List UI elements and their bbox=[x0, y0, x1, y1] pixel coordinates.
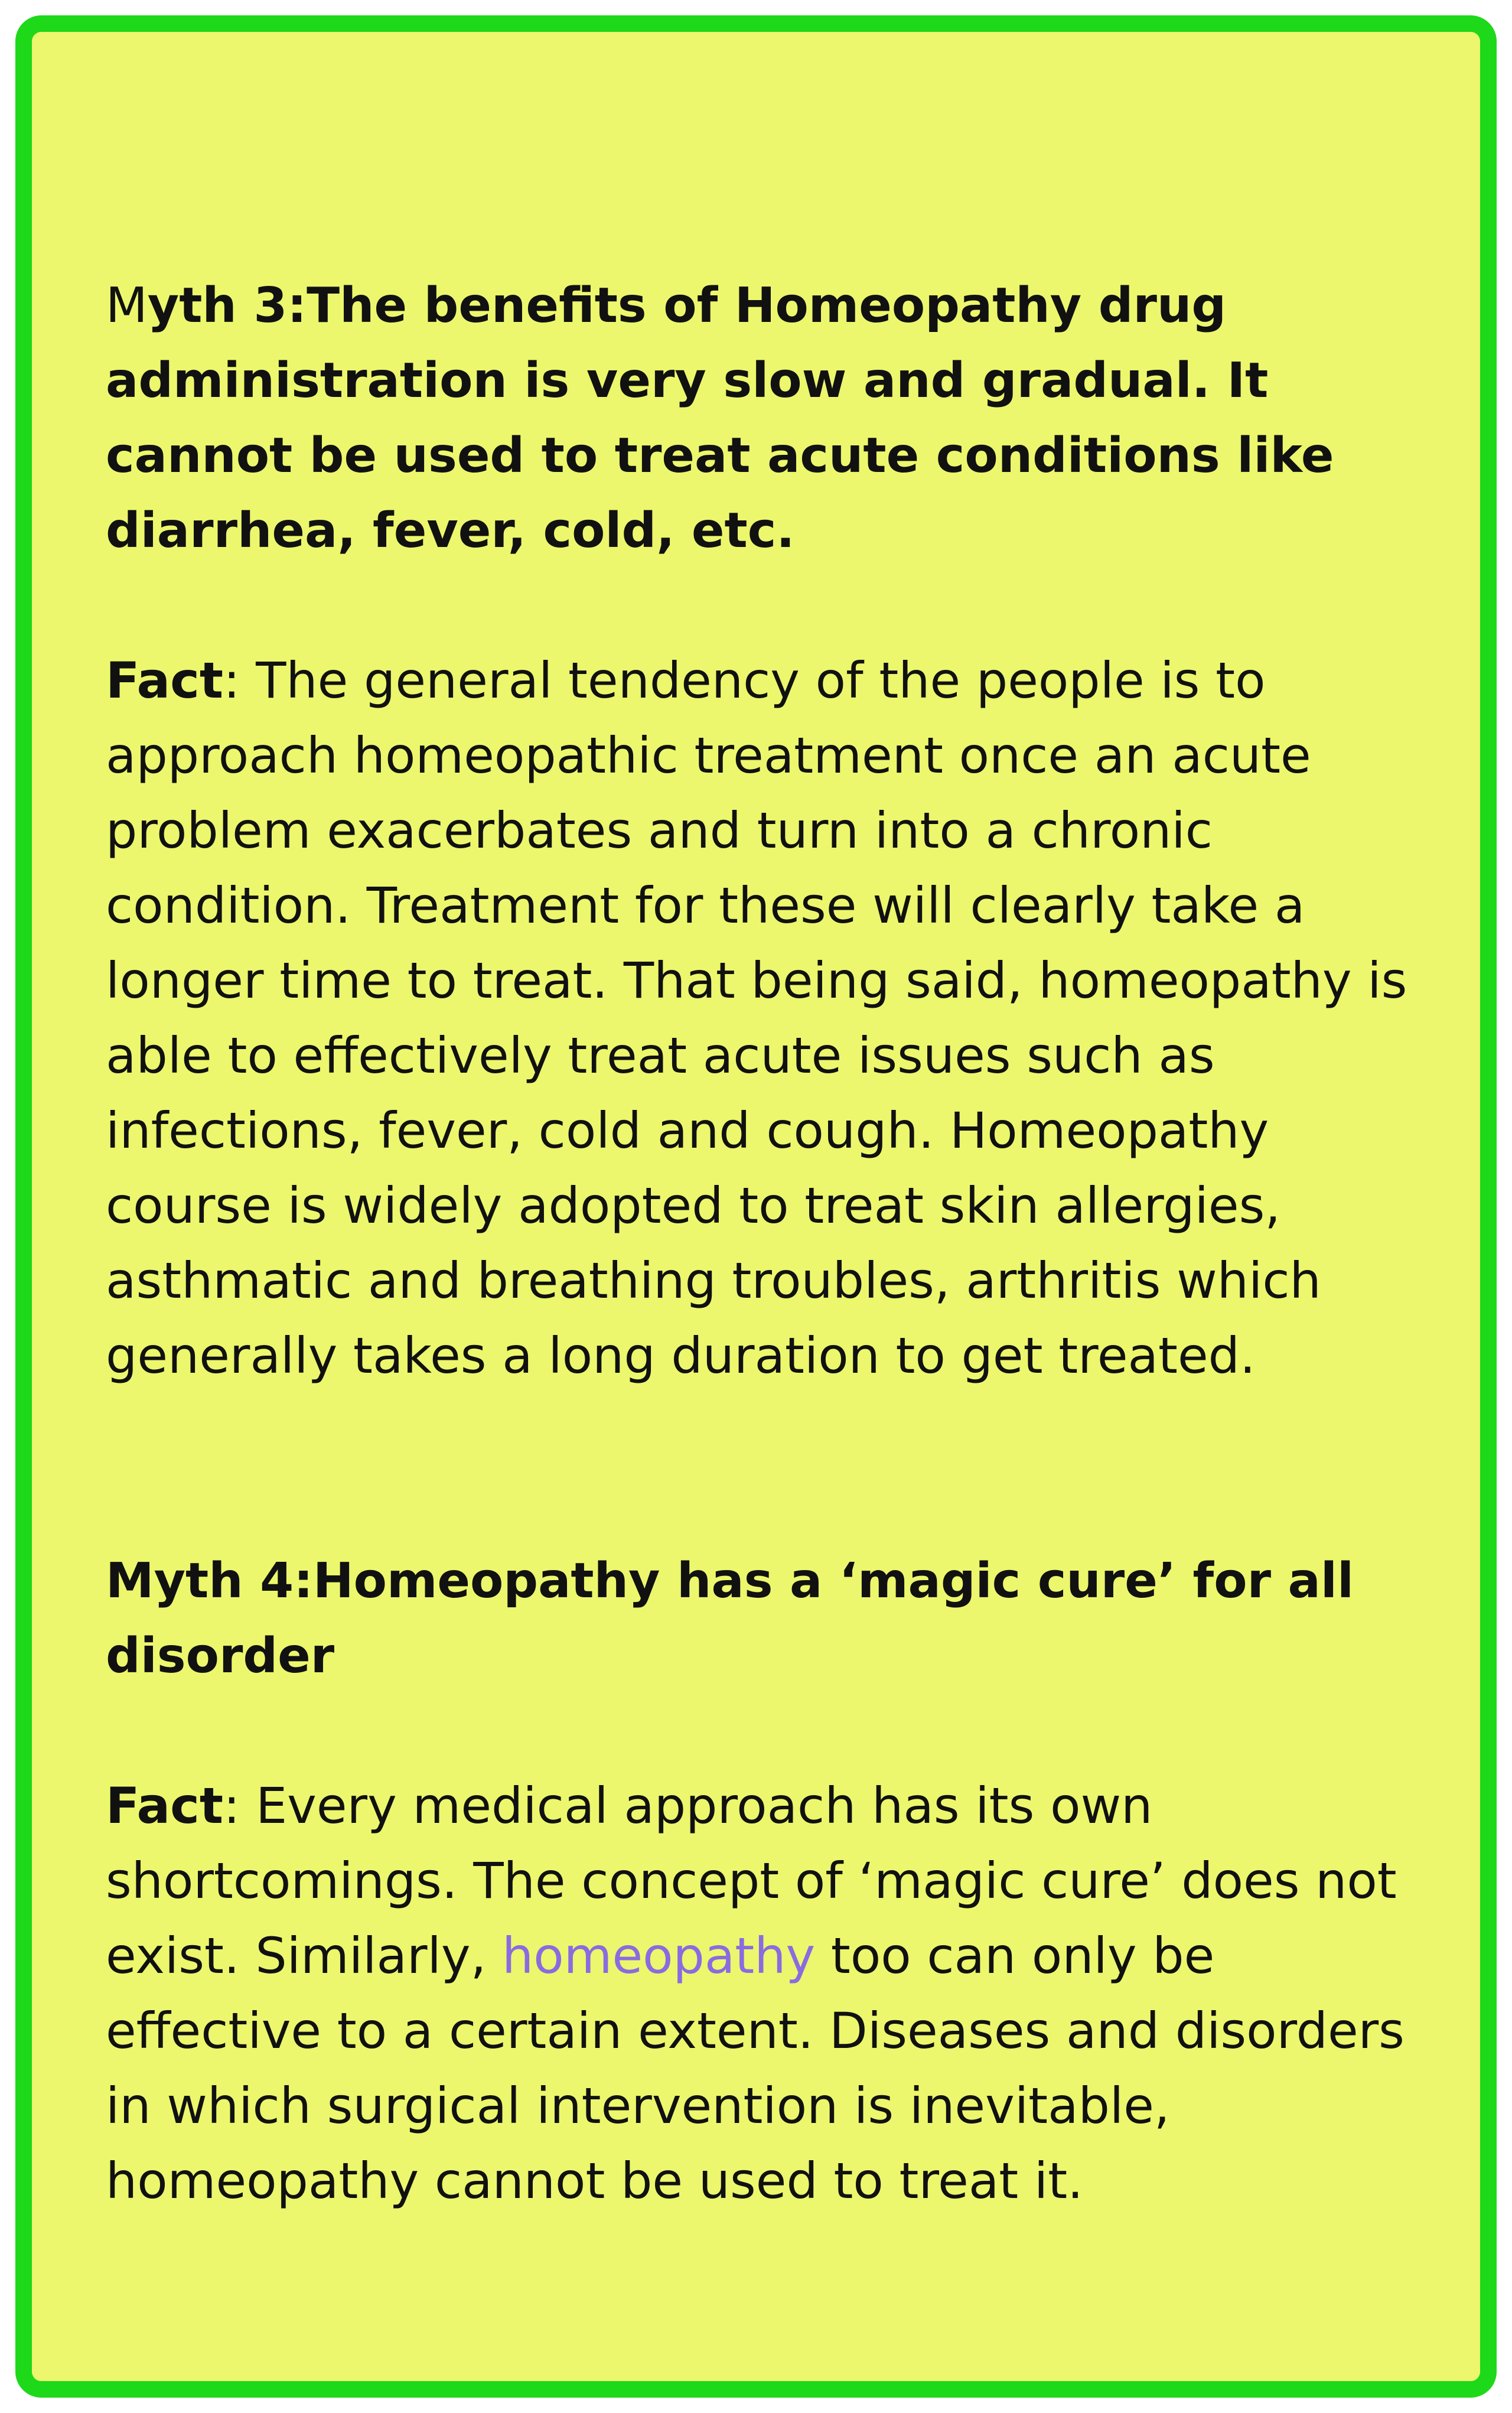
content-card bbox=[15, 15, 1497, 2398]
homeopathy-link[interactable]: homeopathy bbox=[501, 1927, 816, 1985]
fact-4-paragraph bbox=[106, 1769, 1409, 2219]
myth-3-heading bbox=[106, 268, 1409, 568]
myth-4-heading: Myth 4:Homeopathy has a ‘magic cure’ for all disorder bbox=[106, 1553, 1354, 1684]
spacer bbox=[106, 1393, 1409, 1543]
fact-4-label: Fact bbox=[106, 1777, 224, 1835]
fact-3-label: Fact bbox=[106, 652, 224, 709]
fact-3-paragraph bbox=[106, 643, 1409, 1393]
spacer bbox=[106, 1694, 1409, 1769]
fact-4-text-after: too can only be effective to a certain extent. Diseases and disorders in which surgical intervention is inevitable, homeopathy cannot be used to treat it. bbox=[106, 1927, 1405, 2210]
fact-4-text-before: : Every medical approach has its own shortcomings. The concept of ‘magic cure’ does not exist. Similarly, bbox=[106, 1777, 1397, 1985]
card-content bbox=[106, 268, 1409, 2219]
myth-3-heading-text: yth 3:The benefits of Homeopathy drug administration is very slow and gradual. It cannot be used to treat acute conditions like diarrhea, fever, cold, etc. bbox=[106, 278, 1334, 559]
myth-3-first-letter: M bbox=[106, 278, 148, 334]
spacer bbox=[106, 568, 1409, 643]
fact-3-text: : The general tendency of the people is to approach homeopathic treatment once an acute problem exacerbates and turn into a chronic condition. Treatment for these will clearly take a longer time to treat. That being said, homeopathy is able to effectively treat acute issues such as infections, fever, cold and cough. Homeopathy course is widely adopted to treat skin allergies, asthmatic and breathing troubles, arthritis which generally takes a long duration to get treated. bbox=[106, 652, 1407, 1385]
